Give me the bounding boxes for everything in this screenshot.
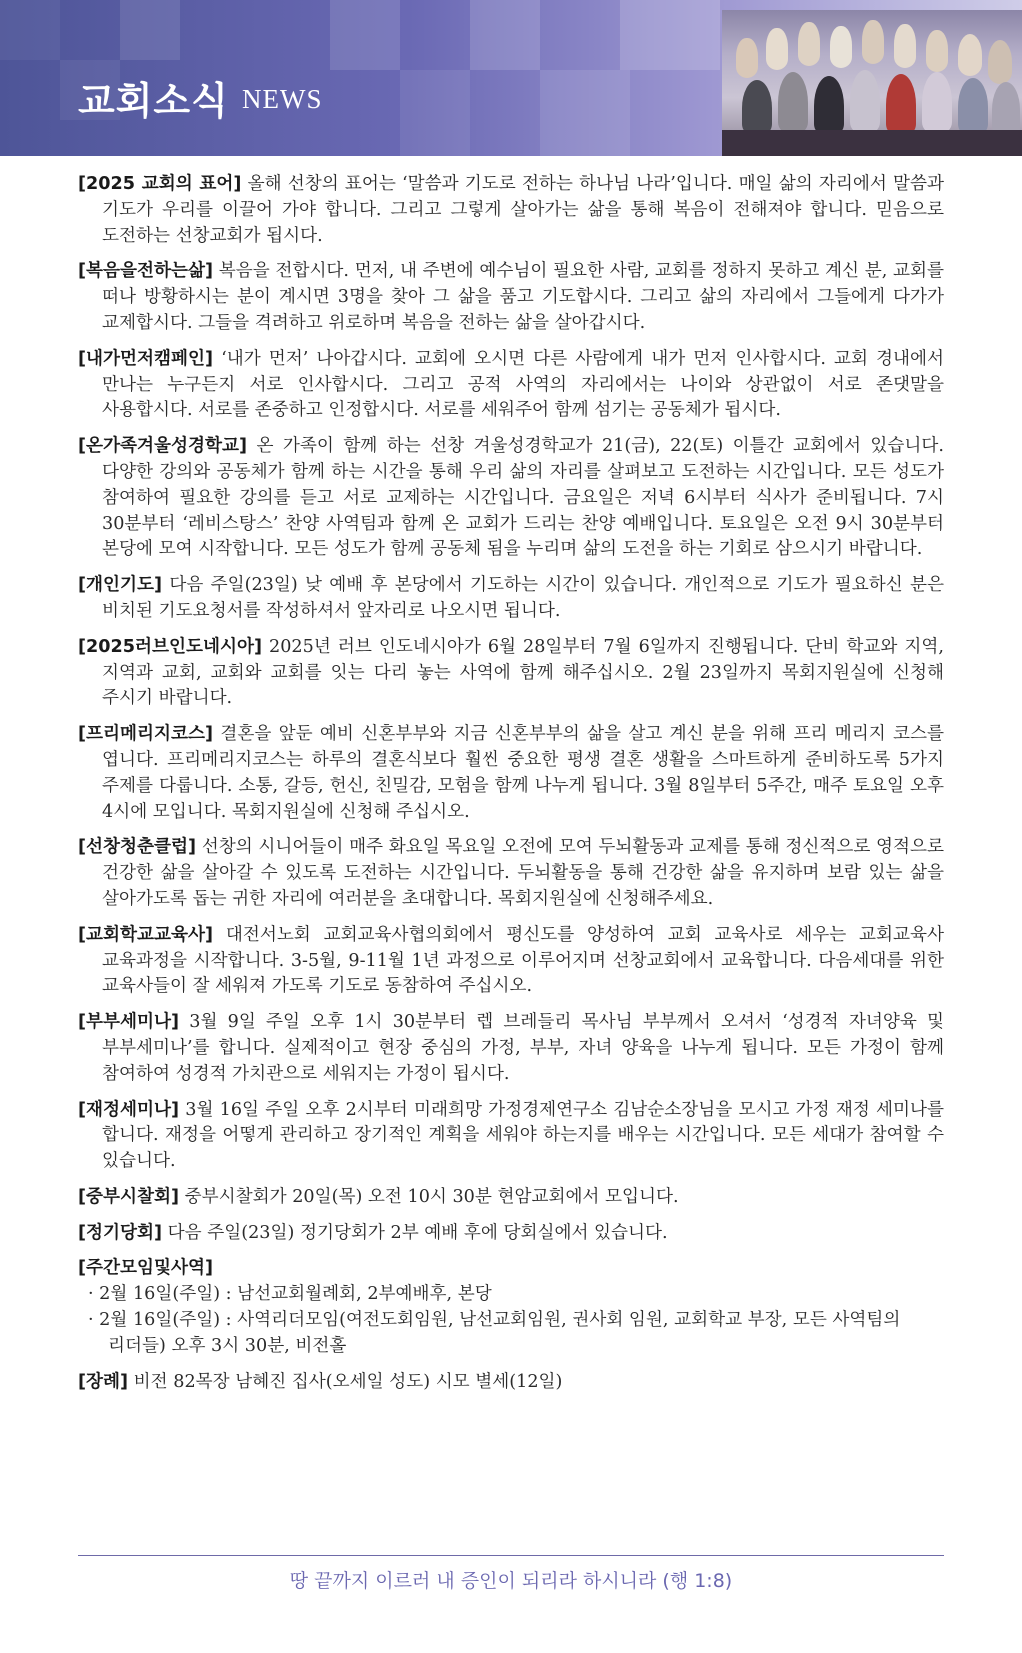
news-text: 다음 주일(23일) 정기당회가 2부 예배 후에 당회실에서 있습니다. [167, 1222, 668, 1243]
photo-person [830, 26, 852, 68]
weekly-bullet: · 2월 16일(주일) : 남선교회월례회, 2부예배후, 본당 [88, 1284, 492, 1305]
news-text: 올해 선창의 표어는 ‘말씀과 기도로 전하는 하나님 나라’입니다. 매일 삶의 자리에서 말씀과 기도가 우리를 이끌어 가야 합니다. 그리고 그렇게 살아가는 삶을 통해 복음이 전해져야 합니다. 믿음으로 도전하는 선창교회가 됩시다. [102, 174, 945, 246]
news-tag: [온가족겨울성경학교] [78, 436, 248, 457]
photo-person [850, 70, 880, 134]
bible-verse: 땅 끝까지 이르러 내 증인이 되리라 하시니라 (행 1:8) [289, 1570, 733, 1592]
photo-person [798, 22, 820, 66]
news-text: 3월 16일 주일 오후 2시부터 미래희망 가정경제연구소 김남순소장님을 모시고 가정 재정 세미나를 합니다. 재정을 어떻게 관리하고 장기적인 계획을 세워야 하는지를 배우는 시간입니다. 모든 세대가 참여할 수 있습니다. [102, 1099, 944, 1172]
news-item [78, 635, 944, 712]
news-item [78, 1185, 944, 1211]
news-text: 중부시찰회가 20일(목) 오전 10시 30분 현암교회에서 모입니다. [184, 1186, 679, 1207]
news-tag: [복음을전하는삶] [78, 261, 214, 282]
news-item [78, 573, 944, 625]
weekly-bullet: · 2월 16일(주일) : 사역리더모임(여전도회임원, 남선교회임원, 권사회 임원, 교회학교 부장, 모든 사역팀의 리더들) 오후 3시 30분, 비전홀 [88, 1310, 901, 1356]
news-text: 비전 82목장 남혜진 집사(오세일 성도) 시모 별세(12일) [133, 1371, 563, 1392]
news-item [78, 835, 944, 912]
youth-group-photo [722, 10, 1022, 156]
news-tag: [개인기도] [78, 575, 163, 596]
photo-person [958, 78, 988, 136]
photo-stage [722, 130, 1022, 156]
photo-person [736, 38, 758, 78]
news-text: 2025년 러브 인도네시아가 6월 28일부터 7월 6일까지 진행됩니다. 단비 학교와 지역, 지역과 교회, 교회와 교회를 잇는 다리 놓는 사역에 함께 해주십시오. 2월 23일까지 목회지원실에 신청해 주시기 바랍니다. [102, 636, 944, 709]
news-item [78, 722, 944, 825]
photo-person [988, 40, 1012, 84]
weekly-schedule [78, 1256, 944, 1359]
header-pattern-tile [540, 70, 630, 156]
news-tag: [장례] [78, 1371, 129, 1392]
news-item [78, 172, 944, 249]
news-text: 3월 9일 주일 오후 1시 30분부터 렙 브레들리 목사님 부부께서 오셔서 ‘성경적 자녀양육 및 부부세미나’를 합니다. 실제적이고 현장 중심의 가정, 부부, 자녀 양육을 나누게 됩니다. 모든 가정이 함께 참여하여 성경적 가치관으로 세워지는 가정이 됩시다. [102, 1012, 945, 1084]
news-item [78, 923, 944, 1000]
news-item [78, 259, 944, 336]
photo-person [886, 74, 916, 136]
news-text: 대전서노회 교회교육사협의회에서 평신도를 양성하여 교회 교육사로 세우는 교회교육사 교육과정을 시작합니다. 3-5월, 9-11월 1년 과정으로 이루어지며 선창교회에서 교육합니다. 다음세대를 위한 교육사들이 잘 세워져 가도록 기도로 동참하여 주십시오. [102, 924, 944, 997]
news-text: ‘내가 먼저’ 나아갑시다. 교회에 오시면 다른 사람에게 내가 먼저 인사합시다. 교회 경내에서 만나는 누구든지 서로 인사합시다. 그리고 공적 사역의 자리에서는 나이와 상관없이 서로 존댓말을 사용합시다. 서로를 존중하고 인정합시다. 서로를 세워주어 함께 섬기는 공동체가 됩시다. [102, 348, 944, 421]
news-tag: [중부시찰회] [78, 1186, 180, 1207]
news-tag: [정기당회] [78, 1222, 163, 1243]
news-tag: [2025 교회의 표어] [78, 174, 242, 194]
header-pattern-tile [330, 0, 400, 70]
news-tag: [내가먼저캠페인] [78, 348, 214, 369]
news-text: 결혼을 앞둔 예비 신혼부부와 지금 신혼부부의 삶을 살고 계신 분을 위해 프리 메리지 코스를 엽니다. 프리메리지코스는 하루의 결혼식보다 훨씬 중요한 평생 결혼 생활을 스마트하게 준비하도록 5가지 주제를 다룹니다. 소통, 갈등, 헌신, 친밀감, 모험을 함께 나누게 됩니다. 3월 8일부터 5주간, 매주 토요일 오후 4시에 모입니다. 목회지원실에 신청해 주십시오. [102, 724, 944, 822]
funeral-notice [78, 1370, 944, 1396]
page-subtitle: NEWS [242, 84, 323, 114]
photo-person [814, 76, 844, 136]
photo-person [778, 72, 808, 134]
photo-person [958, 34, 982, 76]
news-tag: [부부세미나] [78, 1012, 180, 1033]
news-item [78, 1098, 944, 1175]
news-text: 다음 주일(23일) 낮 예배 후 본당에서 기도하는 시간이 있습니다. 개인적으로 기도가 필요하신 분은 비치된 기도요청서를 작성하셔서 앞자리로 나오시면 됩니다. [102, 575, 945, 621]
header-banner [0, 0, 1022, 156]
weekly-tag: [주간모임및사역] [78, 1258, 214, 1279]
page-title: 교회소식 [78, 79, 229, 123]
header-pattern-tile [400, 70, 470, 156]
photo-person [766, 28, 788, 70]
header-pattern-tile [0, 0, 60, 60]
news-item [78, 1221, 944, 1247]
header-pattern-tile [470, 0, 540, 70]
news-tag: [프리메리지코스] [78, 724, 214, 745]
news-tag: [선창청춘클럽] [78, 837, 197, 858]
header-pattern-tile [620, 0, 720, 70]
news-item [78, 1010, 944, 1087]
news-text: 복음을 전합시다. 먼저, 내 주변에 예수님이 필요한 사람, 교회를 정하지 못하고 계신 분, 교회를 떠나 방황하시는 분이 계시면 3명을 찾아 그 삶을 품고 기도합시다. 그리고 삶의 자리에서 그들에게 다가가 교제합시다. 그들을 격려하고 위로하며 복음을 전하는 삶을 살아갑시다. [102, 261, 944, 333]
news-tag: [교회학교교육사] [78, 924, 214, 945]
news-content [78, 172, 944, 1405]
photo-person [742, 80, 772, 136]
photo-person [894, 24, 916, 68]
photo-person [926, 30, 948, 72]
news-text: 온 가족이 함께 하는 선창 겨울성경학교가 21(금), 22(토) 이틀간 교회에서 있습니다. 다양한 강의와 공동체가 함께 하는 시간을 통해 우리 삶의 자리를 살펴보고 도전하는 시간입니다. 모든 성도가 참여하여 필요한 강의를 듣고 서로 교제하는 시간입니다. 금요일은 저녁 6시부터 식사가 준비됩니다. 7시 30분부터 ‘레비스탕스’ 찬양 사역팀과 함께 온 교회가 드리는 찬양 예배입니다. 토요일은 오전 9시 30분부터 본당에 모여 시작합니다. 모든 성도가 함께 공동체 됨을 누리며 삶의 도전을 하는 기회로 삼으시기 바랍니다. [102, 436, 945, 560]
photo-person [862, 20, 884, 64]
news-text: 선창의 시니어들이 매주 화요일 목요일 오전에 모여 두뇌활동과 교제를 통해 정신적으로 영적으로 건강한 삶을 살아갈 수 있도록 도전하는 시간입니다. 두뇌활동을 통해 건강한 삶을 유지하며 보람 있는 삶을 살아가도록 돕는 귀한 자리에 여러분을 초대합니다. 목회지원실에 신청해주세요. [102, 837, 944, 909]
news-item [78, 347, 944, 424]
footer-divider [78, 1555, 944, 1556]
news-tag: [재정세미나] [78, 1099, 180, 1120]
news-tag: [2025러브인도네시아] [78, 636, 263, 657]
news-item [78, 434, 944, 563]
photo-person [922, 72, 952, 134]
header-pattern-tile [120, 0, 180, 60]
